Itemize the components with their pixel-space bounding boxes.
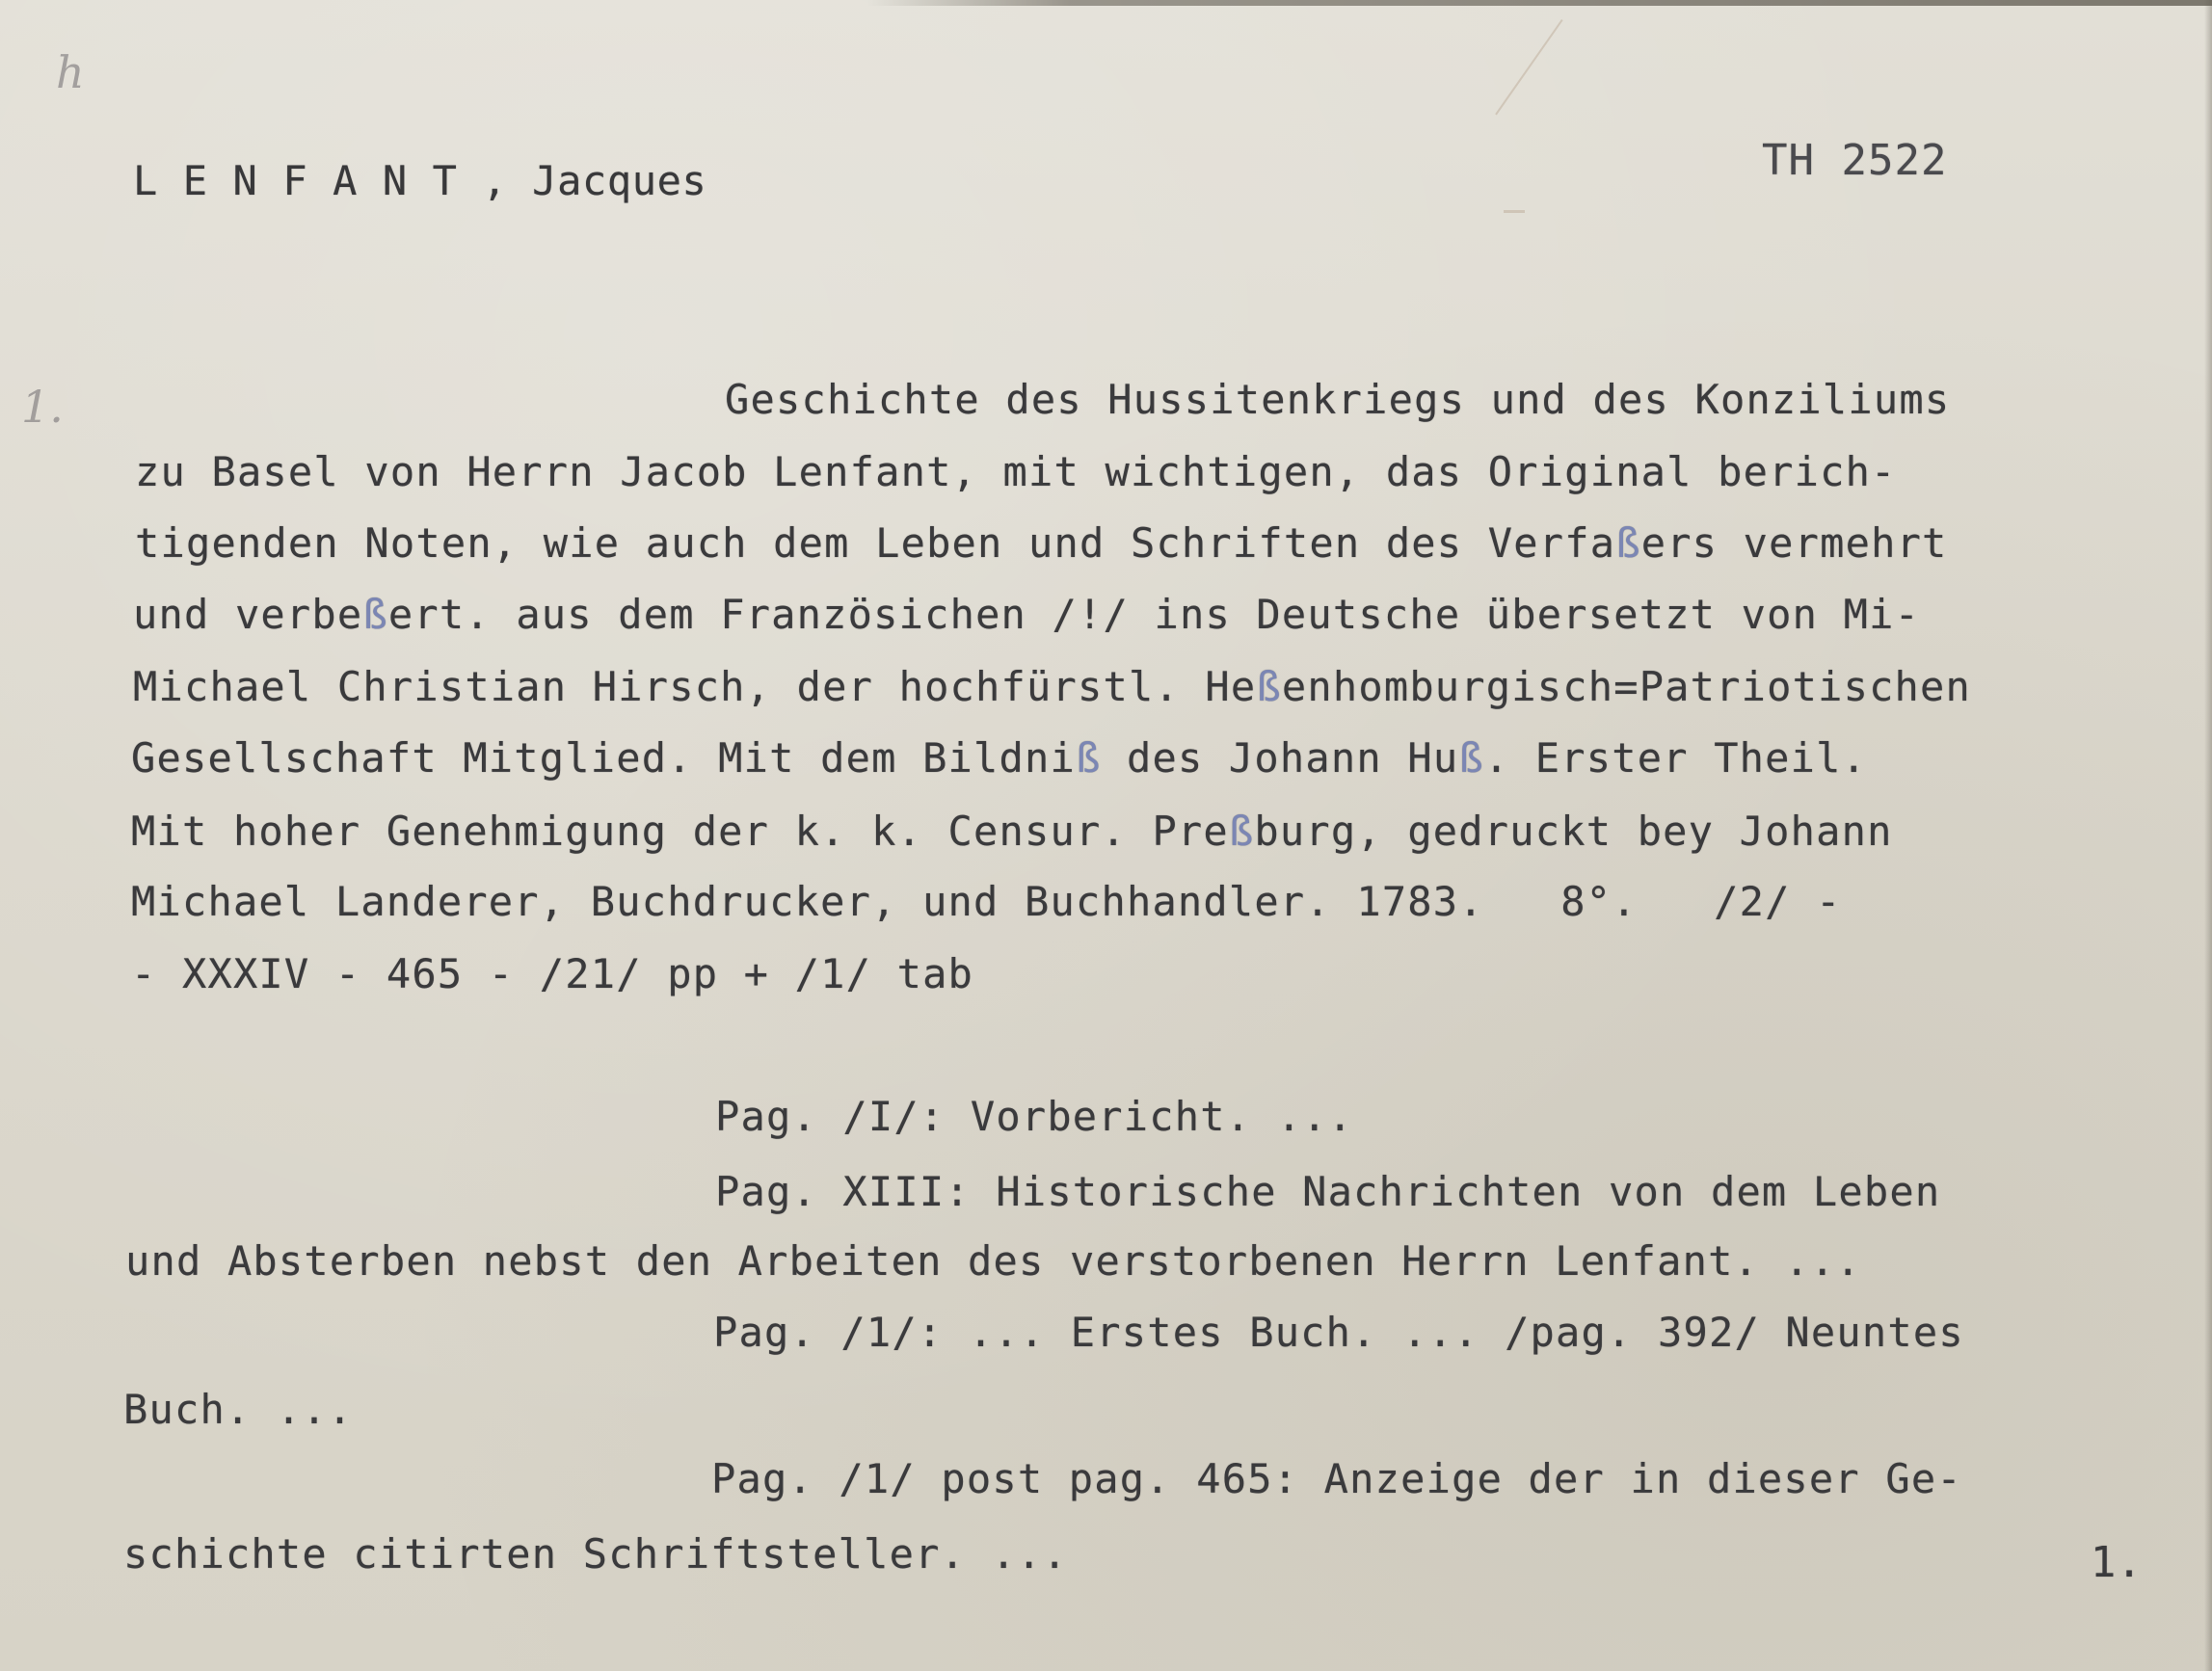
title-line-4 <box>133 591 1921 638</box>
contents-line-1: Pag. /I/: Vorbericht. ... <box>715 1093 1354 1140</box>
title-line-6-mid: des Johann Hu <box>1101 734 1459 782</box>
paper-mark <box>1495 19 1562 115</box>
title-line-3 <box>135 519 1948 567</box>
paper-mark <box>1504 210 1525 213</box>
title-line-7-start: Mit hoher Genehmigung der k. k. Censur. Pre <box>131 808 1229 855</box>
title-line-3-end: ers vermehrt <box>1640 519 1948 567</box>
title-line-4-end: ert. aus dem Französichen /!/ ins Deutsche übersetzt von Mi- <box>387 591 1921 638</box>
contents-line-3: und Absterben nebst den Arbeiten des verstorbenen Herrn Lenfant. ... <box>125 1237 1862 1285</box>
title-line-4-start: und verbe <box>133 591 363 638</box>
collation-line: - XXXIV - 465 - /21/ pp + /1/ tab <box>131 950 974 997</box>
card-top-edge-shadow <box>867 0 2212 6</box>
pencil-margin-mark: 1. <box>21 381 64 433</box>
shelfmark: TH 2522 <box>1762 136 1948 185</box>
eszett-correction: ß <box>362 591 388 638</box>
contents-line-4: Pag. /1/: ... Erstes Buch. ... /pag. 392/ Neuntes <box>713 1309 1964 1356</box>
title-line-5 <box>133 663 1972 710</box>
author-heading: L E N F A N T , Jacques <box>133 157 707 204</box>
title-line-7 <box>131 808 1893 855</box>
title-line-1: Geschichte des Hussitenkriegs und des Konziliums <box>725 376 1951 423</box>
eszett-correction: ß <box>1228 808 1255 855</box>
contents-line-7: schichte citirten Schriftsteller. ... <box>123 1530 1068 1578</box>
title-line-5-end: enhomburgisch=Patriotischen <box>1281 663 1972 710</box>
title-line-6 <box>131 734 1868 782</box>
title-line-6-end: . Erster Theil. <box>1483 734 1868 782</box>
imprint-line: Michael Landerer, Buchdrucker, und Buchhandler. 1783. 8°. /2/ - <box>131 878 1842 925</box>
card-right-edge-shadow <box>2204 0 2212 1671</box>
title-line-2: zu Basel von Herrn Jacob Lenfant, mit wichtigen, das Original berich- <box>135 448 1897 495</box>
title-line-7-end: burg, gedruckt bey Johann <box>1254 808 1893 855</box>
title-line-6-start: Gesellschaft Mitglied. Mit dem Bildni <box>131 734 1076 782</box>
contents-line-6: Pag. /1/ post pag. 465: Anzeige der in dieser Ge- <box>711 1455 1962 1502</box>
title-line-3-start: tigenden Noten, wie auch dem Leben und Schriften des Verfa <box>135 519 1616 567</box>
eszett-correction: ß <box>1256 663 1282 710</box>
eszett-correction: ß <box>1076 734 1102 782</box>
contents-line-2: Pag. XIII: Historische Nachrichten von dem Leben <box>715 1168 1941 1215</box>
title-line-5-start: Michael Christian Hirsch, der hochfürstl. He <box>133 663 1257 710</box>
card-number: 1. <box>2090 1538 2143 1587</box>
pencil-corner-mark: h <box>56 46 85 98</box>
eszett-correction: ß <box>1615 519 1641 567</box>
eszett-correction: ß <box>1458 734 1484 782</box>
contents-line-5: Buch. ... <box>123 1386 354 1433</box>
